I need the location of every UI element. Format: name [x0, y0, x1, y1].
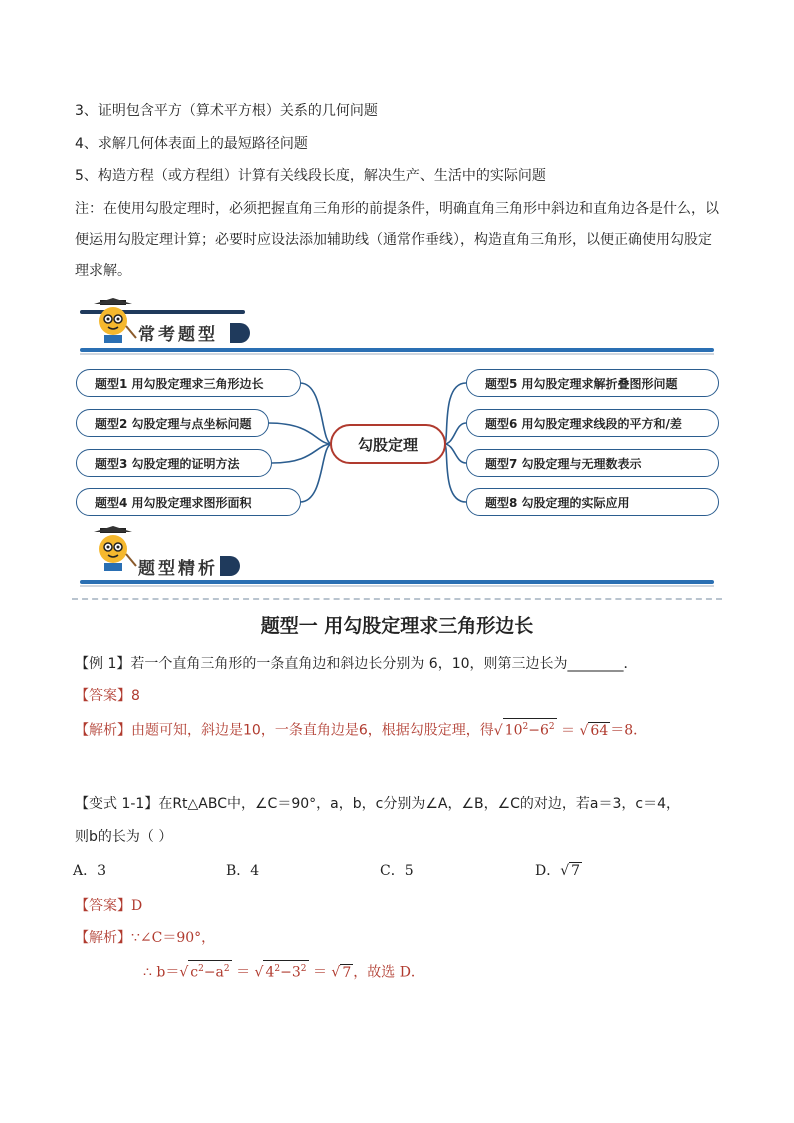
mindmap-right-7: 题型7 勾股定理与无理数表示: [466, 449, 719, 477]
answer-value: D: [131, 898, 143, 914]
mindmap-right-6: 题型6 用勾股定理求线段的平方和/差: [466, 409, 719, 437]
intro-item-4: 4、求解几何体表面上的最短路径问题: [75, 136, 308, 152]
variant1-question-line2: 则b的长为（ ）: [75, 829, 173, 845]
mindmap-left-3: 题型3 勾股定理的证明方法: [76, 449, 272, 477]
option-c: C．5: [380, 863, 414, 879]
analysis-text: 由题可知，斜边是10，一条直角边是6，根据勾股定理，得: [131, 722, 494, 739]
option-d: D．√ 7: [535, 863, 581, 879]
option-b: B．4: [226, 863, 260, 879]
mindmap-right-8: 题型8 勾股定理的实际应用: [466, 488, 719, 516]
mindmap-left-2: 题型2 勾股定理与点坐标问题: [76, 409, 269, 437]
answer-label: 【答案】: [75, 898, 131, 914]
banner-title: 题型精析: [138, 559, 218, 579]
variant1-analysis-line2: ∴ b＝√ $c^2-a^2$ ＝ √ $4^2-3^2$ ＝ √ 7 ，故选 D．: [143, 960, 425, 983]
banner-shadow: [80, 585, 714, 587]
banner-title: 常考题型: [138, 325, 218, 345]
answer-label: 【答案】: [75, 688, 131, 704]
variant1-analysis-line1: [75, 928, 215, 948]
analysis-label: 【解析】: [75, 722, 131, 739]
mindmap-right-5: 题型5 用勾股定理求解折叠图形问题: [466, 369, 719, 397]
mindmap-left-4: 题型4 用勾股定理求图形面积: [76, 488, 301, 516]
analysis-formula: √ $10^2-6^2$ ＝ √ 64: [494, 723, 611, 739]
mascot-icon: [88, 524, 138, 574]
example1-answer: [75, 686, 140, 706]
intro-item-3: 3、证明包含平方（算术平方根）关系的几何问题: [75, 103, 378, 119]
example1-analysis: [75, 718, 647, 741]
answer-value: 8: [131, 688, 140, 704]
section-divider: [72, 598, 722, 600]
analysis-suffix: ，故选 D．: [353, 964, 425, 981]
section-title: 题型一 用勾股定理求三角形边长: [260, 615, 534, 637]
intro-item-5: 5、构造方程（或方程组）计算有关线段长度，解决生产、生活中的实际问题: [75, 168, 546, 184]
banner-tab: [220, 556, 240, 576]
variant1-answer: [75, 896, 142, 916]
option-a: A．3: [73, 863, 107, 879]
analysis-premise: ∵∠C＝90°，: [131, 930, 216, 946]
option-d-radicand: 7: [571, 863, 581, 879]
option-d-label: D．: [535, 863, 561, 879]
analysis-prefix: ∴ b＝: [143, 964, 180, 981]
analysis-result: ＝8．: [610, 722, 648, 739]
analysis-label: 【解析】: [75, 930, 131, 946]
banner-underline: [80, 580, 714, 584]
intro-note: 注：在使用勾股定理时，必须把握直角三角形的前提条件，明确直角三角形中斜边和直角边各是什么，以便运用勾股定理计算；必要时应设法添加辅助线（通常作垂线），构造直角三角形，以便正确使用勾股定理求解。: [75, 201, 719, 279]
mindmap-center: 勾股定理: [330, 424, 446, 464]
variant1-question-line1: 【变式 1-1】在Rt△ABC中，∠C＝90°，a，b，c分别为∠A，∠B，∠C的对边，若a＝3，c＝4，: [75, 796, 681, 812]
mindmap-left-1: 题型1 用勾股定理求三角形边长: [76, 369, 301, 397]
example1-question: 【例 1】若一个直角三角形的一条直角边和斜边长分别为 6，10，则第三边长为________．: [75, 656, 638, 672]
